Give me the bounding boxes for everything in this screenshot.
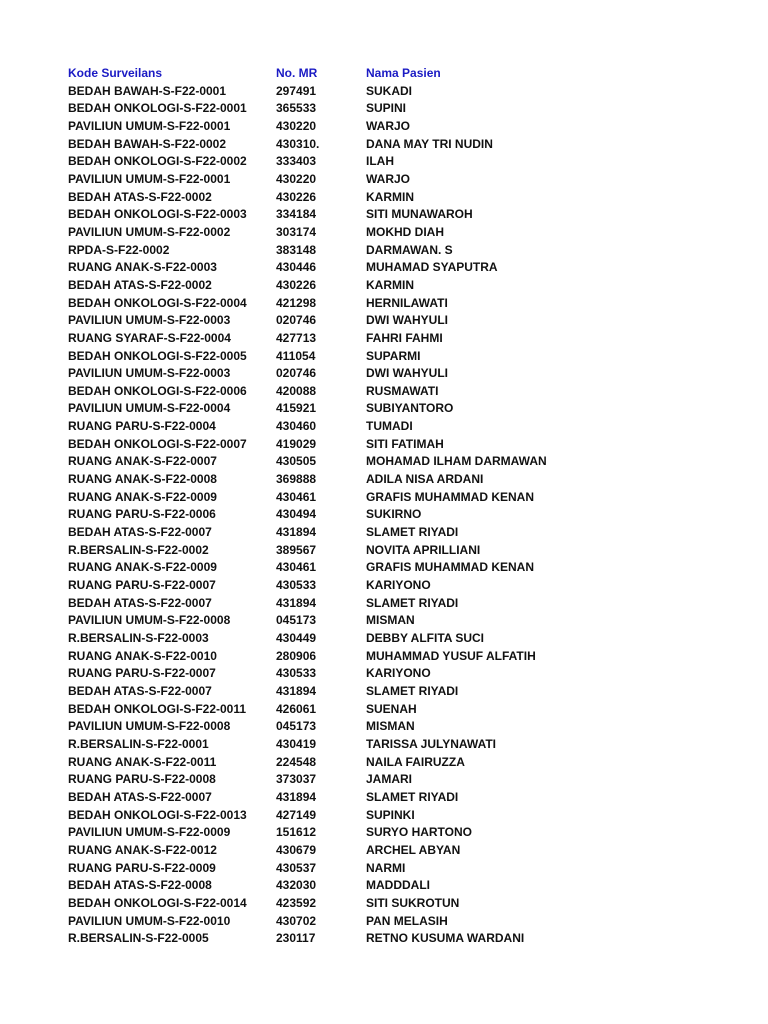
cell-kode-surveilans: RUANG PARU-S-F22-0007 bbox=[68, 666, 216, 681]
cell-kode-surveilans: RUANG ANAK-S-F22-0008 bbox=[68, 472, 217, 487]
cell-kode-surveilans: R.BERSALIN-S-F22-0003 bbox=[68, 631, 209, 645]
cell-no-mr: 427713 bbox=[276, 330, 317, 345]
cell-nama-pasien: GRAFIS MUHAMMAD KENAN bbox=[366, 560, 534, 575]
table-row bbox=[68, 736, 606, 754]
cell-nama-pasien: SURYO HARTONO bbox=[366, 825, 473, 840]
cell-no-mr: 430461 bbox=[276, 489, 317, 504]
cell-nama-pasien: RETNO KUSUMA WARDANI bbox=[366, 931, 525, 946]
cell-nama-pasien: JAMARI bbox=[366, 772, 413, 787]
cell-no-mr: 045173 bbox=[276, 613, 317, 628]
table-row bbox=[68, 418, 606, 436]
table-row bbox=[68, 824, 606, 842]
cell-nama-pasien: NARMI bbox=[366, 860, 406, 875]
cell-kode-surveilans: BEDAH ATAS-S-F22-0007 bbox=[68, 595, 212, 610]
cell-nama-pasien: SITI SUKROTUN bbox=[366, 895, 460, 910]
cell-no-mr: 369888 bbox=[276, 472, 317, 487]
table-row bbox=[68, 718, 606, 736]
cell-no-mr: 431894 bbox=[276, 525, 317, 540]
cell-no-mr: 383148 bbox=[276, 242, 317, 257]
cell-nama-pasien: MISMAN bbox=[366, 719, 415, 734]
cell-no-mr: 430419 bbox=[276, 736, 317, 751]
cell-kode-surveilans: R.BERSALIN-S-F22-0005 bbox=[68, 931, 209, 946]
cell-nama-pasien: KARIYONO bbox=[366, 666, 431, 681]
table-row bbox=[68, 400, 606, 418]
table-row bbox=[68, 559, 606, 577]
cell-no-mr: 432030 bbox=[276, 878, 317, 893]
table-row bbox=[68, 189, 606, 207]
cell-kode-surveilans: PAVILIUN UMUM-S-F22-0009 bbox=[68, 825, 231, 840]
cell-no-mr: 230117 bbox=[276, 931, 316, 946]
cell-no-mr: 431894 bbox=[276, 595, 317, 610]
table-row bbox=[68, 365, 606, 383]
table-row bbox=[68, 683, 606, 701]
cell-no-mr: 303174 bbox=[276, 224, 317, 239]
cell-nama-pasien: RUSMAWATI bbox=[366, 383, 439, 398]
table-row bbox=[68, 754, 606, 772]
cell-nama-pasien: DARMAWAN. S bbox=[366, 242, 453, 257]
cell-nama-pasien: SLAMET RIYADI bbox=[366, 683, 459, 698]
cell-no-mr: 415921 bbox=[276, 401, 317, 416]
cell-kode-surveilans: PAVILIUN UMUM-S-F22-0003 bbox=[68, 366, 231, 381]
cell-kode-surveilans: RUANG PARU-S-F22-0006 bbox=[68, 507, 216, 522]
cell-no-mr: 045173 bbox=[276, 719, 317, 734]
cell-no-mr: 427149 bbox=[276, 807, 317, 822]
cell-nama-pasien: SITI MUNAWAROH bbox=[366, 207, 473, 222]
cell-nama-pasien: MUHAMMAD YUSUF ALFATIH bbox=[366, 648, 536, 663]
cell-kode-surveilans: PAVILIUN UMUM-S-F22-0004 bbox=[68, 401, 231, 416]
table-row bbox=[68, 100, 606, 118]
cell-nama-pasien: HERNILAWATI bbox=[366, 295, 448, 310]
cell-kode-surveilans: PAVILIUN UMUM-S-F22-0001 bbox=[68, 171, 231, 186]
cell-no-mr: 419029 bbox=[276, 436, 317, 451]
table-row bbox=[68, 577, 606, 595]
cell-kode-surveilans: BEDAH ONKOLOGI-S-F22-0004 bbox=[68, 295, 247, 310]
header-row bbox=[68, 65, 606, 83]
cell-kode-surveilans: BEDAH ONKOLOGI-S-F22-0013 bbox=[68, 807, 247, 822]
cell-no-mr: 020746 bbox=[276, 313, 317, 328]
table-row bbox=[68, 771, 606, 789]
cell-kode-surveilans: R.BERSALIN-S-F22-0002 bbox=[68, 542, 209, 557]
cell-no-mr: 430449 bbox=[276, 631, 317, 645]
cell-no-mr: 297491 bbox=[276, 83, 317, 98]
cell-nama-pasien: SUBIYANTORO bbox=[366, 401, 454, 416]
cell-no-mr: 389567 bbox=[276, 542, 317, 557]
table-row bbox=[68, 506, 606, 524]
cell-nama-pasien: KARIYONO bbox=[366, 578, 431, 593]
cell-no-mr: 430702 bbox=[276, 913, 317, 928]
cell-kode-surveilans: BEDAH ATAS-S-F22-0002 bbox=[68, 189, 212, 204]
cell-no-mr: 431894 bbox=[276, 683, 317, 698]
cell-no-mr: 333403 bbox=[276, 154, 317, 169]
cell-no-mr: 430226 bbox=[276, 277, 317, 292]
cell-nama-pasien: GRAFIS MUHAMMAD KENAN bbox=[366, 489, 534, 504]
table-row bbox=[68, 224, 606, 242]
table-body bbox=[68, 83, 606, 948]
table-row bbox=[68, 612, 606, 630]
cell-nama-pasien: SUPARMI bbox=[366, 348, 421, 363]
table-row bbox=[68, 295, 606, 313]
cell-nama-pasien: SUKIRNO bbox=[366, 507, 422, 522]
table-row bbox=[68, 648, 606, 666]
table-row bbox=[68, 524, 606, 542]
cell-kode-surveilans: RUANG PARU-S-F22-0007 bbox=[68, 578, 216, 593]
cell-nama-pasien: TARISSA JULYNAWATI bbox=[366, 736, 497, 751]
table-row bbox=[68, 807, 606, 825]
cell-kode-surveilans: RUANG ANAK-S-F22-0007 bbox=[68, 454, 217, 469]
cell-nama-pasien: MISMAN bbox=[366, 613, 415, 628]
cell-no-mr: 430446 bbox=[276, 260, 317, 275]
cell-kode-surveilans: BEDAH ATAS-S-F22-0002 bbox=[68, 277, 212, 292]
cell-nama-pasien: PAN MELASIH bbox=[366, 913, 448, 928]
cell-kode-surveilans: PAVILIUN UMUM-S-F22-0008 bbox=[68, 613, 231, 628]
table-row bbox=[68, 383, 606, 401]
cell-no-mr: 430310. bbox=[276, 136, 320, 151]
cell-no-mr: 430226 bbox=[276, 189, 317, 204]
table-row bbox=[68, 312, 606, 330]
table-row bbox=[68, 630, 606, 648]
cell-kode-surveilans: BEDAH BAWAH-S-F22-0001 bbox=[68, 83, 227, 98]
table-row bbox=[68, 930, 606, 948]
cell-no-mr: 224548 bbox=[276, 754, 317, 769]
cell-no-mr: 365533 bbox=[276, 101, 317, 116]
cell-no-mr: 430494 bbox=[276, 507, 317, 522]
cell-nama-pasien: NAILA FAIRUZZA bbox=[366, 754, 465, 769]
cell-no-mr: 430220 bbox=[276, 171, 317, 186]
table-row bbox=[68, 171, 606, 189]
cell-nama-pasien: WARJO bbox=[366, 171, 411, 186]
cell-nama-pasien: SLAMET RIYADI bbox=[366, 595, 459, 610]
surveillance-table bbox=[68, 65, 606, 948]
cell-kode-surveilans: BEDAH ONKOLOGI-S-F22-0011 bbox=[68, 701, 247, 716]
table-row bbox=[68, 153, 606, 171]
cell-nama-pasien: KARMIN bbox=[366, 277, 414, 292]
cell-kode-surveilans: RUANG ANAK-S-F22-0009 bbox=[68, 489, 217, 504]
cell-kode-surveilans: BEDAH ATAS-S-F22-0007 bbox=[68, 683, 212, 698]
table-row bbox=[68, 913, 606, 931]
cell-kode-surveilans: BEDAH ONKOLOGI-S-F22-0002 bbox=[68, 154, 247, 169]
cell-no-mr: 020746 bbox=[276, 366, 317, 381]
cell-nama-pasien: MADDDALI bbox=[366, 878, 430, 893]
cell-no-mr: 411054 bbox=[276, 348, 316, 363]
header-nama-pasien: Nama Pasien bbox=[366, 66, 441, 80]
cell-nama-pasien: DEBBY ALFITA SUCI bbox=[366, 631, 485, 645]
table-row bbox=[68, 436, 606, 454]
cell-kode-surveilans: RUANG PARU-S-F22-0009 bbox=[68, 860, 216, 875]
cell-nama-pasien: DWI WAHYULI bbox=[366, 313, 448, 328]
table-row bbox=[68, 206, 606, 224]
cell-no-mr: 430460 bbox=[276, 419, 317, 434]
cell-no-mr: 423592 bbox=[276, 895, 317, 910]
cell-kode-surveilans: RUANG PARU-S-F22-0004 bbox=[68, 419, 216, 434]
cell-kode-surveilans: BEDAH ATAS-S-F22-0008 bbox=[68, 878, 212, 893]
cell-nama-pasien: SLAMET RIYADI bbox=[366, 525, 459, 540]
cell-nama-pasien: ILAH bbox=[366, 154, 394, 169]
cell-no-mr: 430461 bbox=[276, 560, 317, 575]
cell-kode-surveilans: BEDAH BAWAH-S-F22-0002 bbox=[68, 136, 227, 151]
table-row bbox=[68, 595, 606, 613]
cell-nama-pasien: DWI WAHYULI bbox=[366, 366, 448, 381]
header-kode-surveilans: Kode Surveilans bbox=[68, 66, 163, 80]
cell-kode-surveilans: RUANG ANAK-S-F22-0010 bbox=[68, 648, 217, 663]
cell-nama-pasien: FAHRI FAHMI bbox=[366, 330, 443, 345]
cell-kode-surveilans: RUANG ANAK-S-F22-0003 bbox=[68, 260, 217, 275]
cell-nama-pasien: SLAMET RIYADI bbox=[366, 789, 459, 804]
cell-nama-pasien: TUMADI bbox=[366, 419, 413, 434]
cell-kode-surveilans: RUANG ANAK-S-F22-0011 bbox=[68, 754, 217, 769]
cell-no-mr: 280906 bbox=[276, 648, 317, 663]
cell-no-mr: 430505 bbox=[276, 454, 317, 469]
table-row bbox=[68, 277, 606, 295]
cell-kode-surveilans: RUANG PARU-S-F22-0008 bbox=[68, 772, 216, 787]
table-row bbox=[68, 895, 606, 913]
table-row bbox=[68, 330, 606, 348]
table-row bbox=[68, 542, 606, 560]
cell-nama-pasien: SUKADI bbox=[366, 83, 413, 98]
table-row bbox=[68, 489, 606, 507]
cell-nama-pasien: SUENAH bbox=[366, 701, 417, 716]
table-row bbox=[68, 842, 606, 860]
cell-nama-pasien: SITI FATIMAH bbox=[366, 436, 444, 451]
cell-kode-surveilans: R.BERSALIN-S-F22-0001 bbox=[68, 736, 209, 751]
cell-kode-surveilans: BEDAH ATAS-S-F22-0007 bbox=[68, 525, 212, 540]
cell-nama-pasien: WARJO bbox=[366, 118, 411, 133]
table-row bbox=[68, 665, 606, 683]
cell-no-mr: 426061 bbox=[276, 701, 317, 716]
cell-no-mr: 334184 bbox=[276, 207, 317, 222]
cell-no-mr: 430537 bbox=[276, 860, 317, 875]
cell-nama-pasien: NOVITA APRILLIANI bbox=[366, 542, 481, 557]
cell-kode-surveilans: RPDA-S-F22-0002 bbox=[68, 242, 170, 257]
cell-no-mr: 430679 bbox=[276, 842, 317, 857]
cell-kode-surveilans: BEDAH ONKOLOGI-S-F22-0007 bbox=[68, 436, 247, 451]
cell-nama-pasien: SUPINI bbox=[366, 101, 407, 116]
cell-nama-pasien: ADILA NISA ARDANI bbox=[366, 472, 484, 487]
table-row bbox=[68, 471, 606, 489]
table-row bbox=[68, 83, 606, 101]
table-row bbox=[68, 789, 606, 807]
cell-nama-pasien: DANA MAY TRI NUDIN bbox=[366, 136, 493, 151]
table-row bbox=[68, 453, 606, 471]
cell-nama-pasien: ARCHEL ABYAN bbox=[366, 842, 461, 857]
cell-kode-surveilans: PAVILIUN UMUM-S-F22-0008 bbox=[68, 719, 231, 734]
cell-kode-surveilans: BEDAH ONKOLOGI-S-F22-0014 bbox=[68, 895, 247, 910]
cell-no-mr: 151612 bbox=[276, 825, 317, 840]
cell-kode-surveilans: BEDAH ONKOLOGI-S-F22-0006 bbox=[68, 383, 247, 398]
cell-nama-pasien: SUPINKI bbox=[366, 807, 415, 822]
header-no-mr: No. MR bbox=[276, 66, 318, 80]
cell-kode-surveilans: RUANG ANAK-S-F22-0012 bbox=[68, 842, 217, 857]
table-row bbox=[68, 877, 606, 895]
cell-kode-surveilans: PAVILIUN UMUM-S-F22-0002 bbox=[68, 224, 231, 239]
table-row bbox=[68, 860, 606, 878]
table-row bbox=[68, 348, 606, 366]
cell-no-mr: 430220 bbox=[276, 118, 317, 133]
table-row bbox=[68, 118, 606, 136]
table-row bbox=[68, 701, 606, 719]
cell-kode-surveilans: BEDAH ONKOLOGI-S-F22-0003 bbox=[68, 207, 247, 222]
cell-kode-surveilans: BEDAH ONKOLOGI-S-F22-0001 bbox=[68, 101, 247, 116]
cell-kode-surveilans: RUANG ANAK-S-F22-0009 bbox=[68, 560, 217, 575]
cell-nama-pasien: MOHAMAD ILHAM DARMAWAN bbox=[366, 454, 547, 469]
table-row bbox=[68, 136, 606, 154]
table-row bbox=[68, 259, 606, 277]
cell-kode-surveilans: BEDAH ATAS-S-F22-0007 bbox=[68, 789, 212, 804]
cell-kode-surveilans: RUANG SYARAF-S-F22-0004 bbox=[68, 330, 231, 345]
cell-no-mr: 420088 bbox=[276, 383, 317, 398]
cell-kode-surveilans: PAVILIUN UMUM-S-F22-0001 bbox=[68, 118, 231, 133]
cell-kode-surveilans: PAVILIUN UMUM-S-F22-0010 bbox=[68, 913, 231, 928]
cell-kode-surveilans: BEDAH ONKOLOGI-S-F22-0005 bbox=[68, 348, 247, 363]
cell-no-mr: 430533 bbox=[276, 578, 317, 593]
cell-nama-pasien: MUHAMAD SYAPUTRA bbox=[366, 260, 498, 275]
cell-no-mr: 430533 bbox=[276, 666, 317, 681]
cell-kode-surveilans: PAVILIUN UMUM-S-F22-0003 bbox=[68, 313, 231, 328]
cell-no-mr: 431894 bbox=[276, 789, 317, 804]
cell-no-mr: 421298 bbox=[276, 295, 317, 310]
cell-nama-pasien: MOKHD DIAH bbox=[366, 224, 444, 239]
cell-no-mr: 373037 bbox=[276, 772, 317, 787]
table-row bbox=[68, 242, 606, 260]
cell-nama-pasien: KARMIN bbox=[366, 189, 414, 204]
